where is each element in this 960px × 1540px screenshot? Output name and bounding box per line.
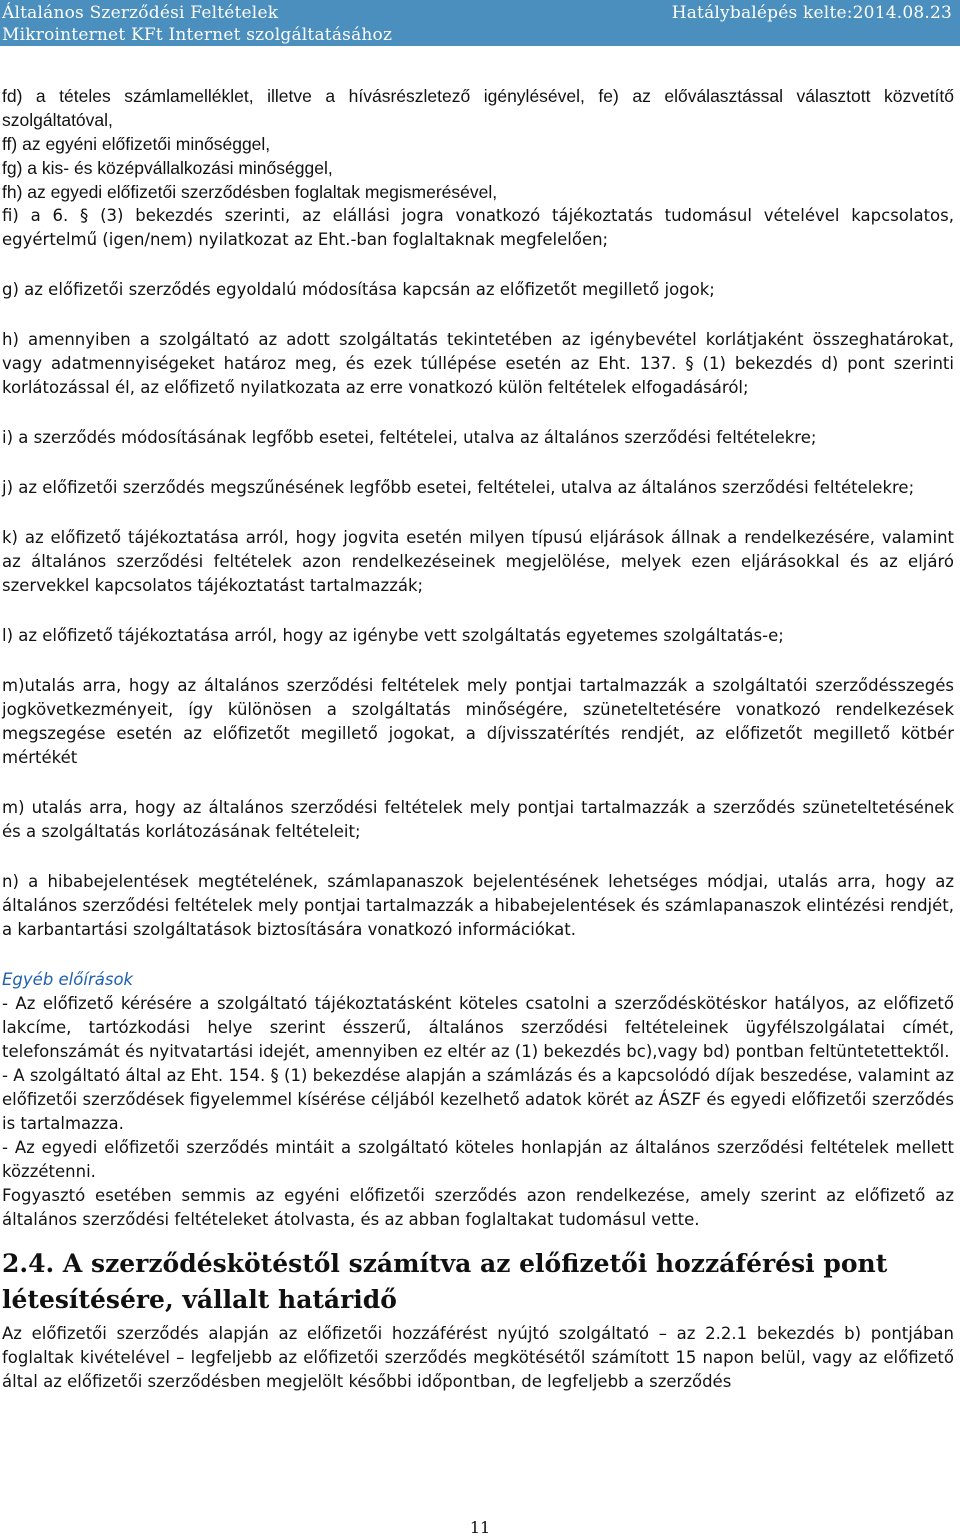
item-g: g) az előfizetői szerződés egyoldalú módosítása kapcsán az előfizetőt megillető jogok;: [2, 280, 715, 299]
egyeb-eloirasok-heading: Egyéb előírások: [2, 970, 134, 989]
header-effective-date: Hatálybalépés kelte:2014.08.23: [671, 3, 952, 23]
item-fh: fh) az egyedi előfizetői szerződésben foglaltak megismerésével,: [2, 182, 498, 202]
section-paragraph: Az előfizetői szerződés alapján az előfizetői hozzáférést nyújtó szolgáltató – az 2.2.1 bekezdés b) pontjában foglaltak kivételével – legfeljebb az előfizetői szerződés megkötésétől számított 15 napon belül, vagy az előfizető által az előfizetői szerződésben megjelölt későbbi időpontban, de legfeljebb a szerződés: [2, 1324, 954, 1391]
item-fd: fd) a tételes számlamelléklet, illetve a hívásrészletező igénylésével, fe) az előválasztással választott közvetítő szolgáltatóval,: [2, 86, 954, 130]
item-fg: fg) a kis- és középvállalkozási minőséggel,: [2, 158, 333, 178]
item-n: n) a hibabejelentések megtételének, számlapanaszok bejelentésének lehetséges módjai, utalás arra, hogy az általános szerződési feltételek mely pontjai tartalmazzák a hibabejelentések és számlapanaszok elintézési rendjét, a karbantartási szolgáltatások biztosítására vonatkozó információkat.: [2, 872, 954, 939]
egyeb-paragraph-1: - Az előfizető kérésére a szolgáltató tájékoztatásként köteles csatolni a szerződéskötéskor hatályos, az előfizető lakcíme, tartózkodási helye szerint ésszerű, általános szerződési feltételeinek ügyfélszolgálatai címét, telefonszámát és nyitvatartási idejét, amennyiben ez eltér az (1) bekezdés bc),vagy bd) pontban feltüntetettektől.: [2, 994, 954, 1061]
egyeb-paragraph-4: Fogyasztó esetében semmis az egyéni előfizetői szerződés azon rendelkezése, amely szerint az előfizető az általános szerződési feltételeket átolvasta, és az abban foglaltakat tudomásul vette.: [2, 1186, 954, 1229]
item-ff: ff) az egyéni előfizetői minőséggel,: [2, 134, 271, 154]
section-heading: 2.4. A szerződéskötéstől számítva az előfizetői hozzáférési pont létesítésére, vállalt határidő: [2, 1249, 888, 1314]
item-i: i) a szerződés módosításának legfőbb esetei, feltételei, utalva az általános szerződési feltételekre;: [2, 428, 817, 447]
page-header: [0, 0, 960, 46]
header-subtitle: Mikrointernet KFt Internet szolgáltatásához: [2, 25, 393, 45]
item-l: l) az előfizető tájékoztatása arról, hogy az igénybe vett szolgáltatás egyetemes szolgáltatás-e;: [2, 626, 784, 645]
header-title: Általános Szerződési Feltételek: [2, 3, 279, 23]
item-k: k) az előfizető tájékoztatása arról, hogy jogvita esetén milyen típusú eljárások állnak a rendelkezésére, valamint az általános szerződési feltételek azon rendelkezéseinek megjelölése, melyek ezen eljárásokkal és az eljáró szervekkel kapcsolatos tájékoztatást tartalmazzák;: [2, 528, 954, 595]
item-h: h) amennyiben a szolgáltató az adott szolgáltatás tekintetében az igénybevétel korlátjaként összeghatárokat, vagy adatmennyiségeket határoz meg, és ezek túllépése esetén az Eht. 137. § (1) bekezdés d) pont szerinti korlátozással él, az előfizető nyilatkozata az erre vonatkozó külön feltételek elfogadásáról;: [2, 330, 954, 397]
egyeb-paragraph-3: - Az egyedi előfizetői szerződés mintáit a szolgáltató köteles honlapján az általános szerződési feltételek mellett közzétenni.: [2, 1138, 954, 1181]
item-m-2: m) utalás arra, hogy az általános szerződési feltételek mely pontjai tartalmazzák a szerződés szüneteltetésének és a szolgáltatás korlátozásának feltételeit;: [2, 798, 954, 841]
item-m-1: m)utalás arra, hogy az általános szerződési feltételek mely pontjai tartalmazzák a szolgáltatói szerződésszegés jogkövetkezményeit, így különösen a szolgáltatás minőségére, szüneteltetésére vonatkozó rendelkezések megszegése esetén az előfizetőt megillető jogokat, a díjvisszatérítés rendjét, az előfizetőt megillető kötbér mértékét: [2, 676, 954, 767]
document-body: [2, 84, 954, 1394]
item-j: j) az előfizetői szerződés megszűnésének legfőbb esetei, feltételei, utalva az általános szerződési feltételekre;: [2, 478, 915, 497]
egyeb-paragraph-2: - A szolgáltató által az Eht. 154. § (1) bekezdése alapján a számlázás és a kapcsolódó díjak beszedése, valamint az előfizetői szerződések figyelemmel kísérése céljából kezelhető adatok körét az ÁSZF és egyedi előfizetői szerződés is tartalmazza.: [2, 1066, 954, 1133]
item-fi: fi) a 6. § (3) bekezdés szerinti, az elállási jogra vonatkozó tájékoztatás tudomásul vételével kapcsolatos, egyértelmű (igen/nem) nyilatkozat az Eht.-ban foglaltaknak megfelelően;: [2, 206, 954, 249]
page-number: 11: [469, 1518, 491, 1537]
